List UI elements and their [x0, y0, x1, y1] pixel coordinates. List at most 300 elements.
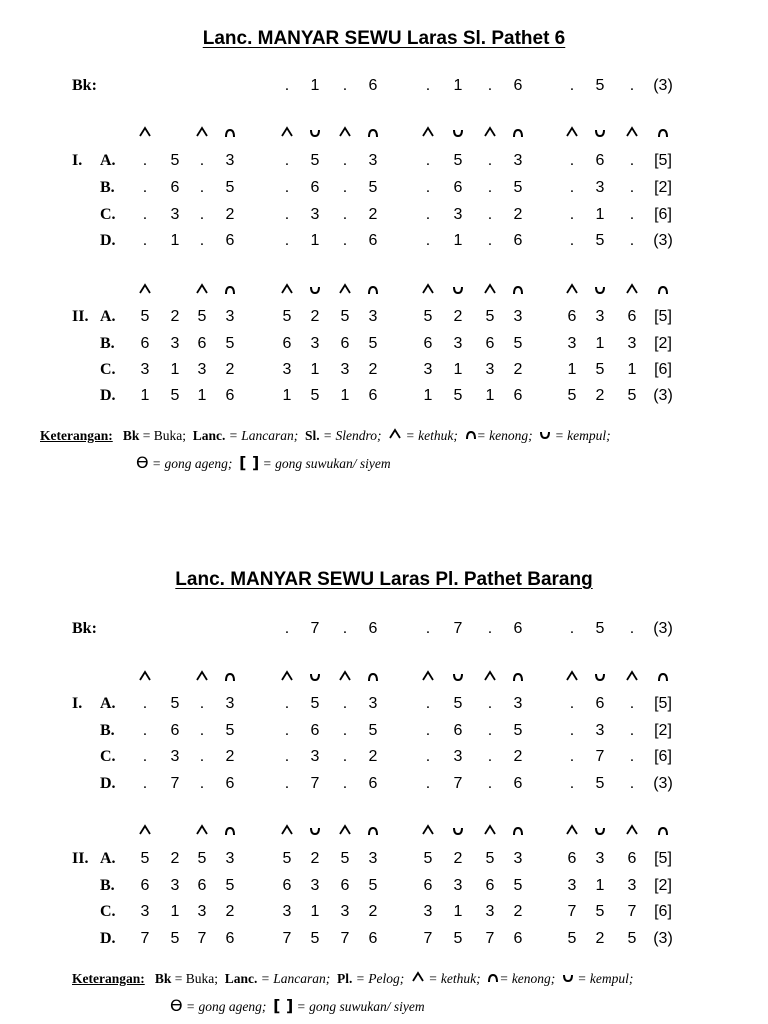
note: [5] [654, 152, 672, 169]
note: 5 [170, 387, 180, 404]
note: 7 [453, 775, 463, 792]
note: . [629, 152, 635, 169]
note: (3) [653, 930, 673, 947]
note: . [629, 179, 635, 196]
note: 6 [423, 877, 433, 894]
buka-note: . [629, 620, 635, 637]
note: . [487, 179, 493, 196]
note: 2 [310, 308, 320, 325]
note: . [425, 232, 431, 249]
note: . [487, 775, 493, 792]
note: [2] [654, 877, 672, 894]
buka-note: . [425, 77, 431, 94]
note: 3 [423, 903, 433, 920]
note: . [487, 748, 493, 765]
note: 5 [170, 152, 180, 169]
note: . [342, 232, 348, 249]
note: 3 [453, 206, 463, 223]
note: 6 [595, 152, 605, 169]
kethuk-icon [411, 971, 425, 986]
note: 5 [340, 850, 350, 867]
bracket-icon: [ ] [239, 453, 260, 472]
note: 1 [453, 232, 463, 249]
note: . [342, 206, 348, 223]
note: 5 [282, 308, 292, 325]
note: 7 [170, 775, 180, 792]
kethuk-icon [388, 428, 402, 443]
note: 3 [140, 903, 150, 920]
note: 2 [310, 850, 320, 867]
buka-note: . [342, 620, 348, 637]
kethuk-icon [418, 283, 438, 298]
note: 6 [197, 335, 207, 352]
legend-laras-def: = Pelog; [355, 971, 405, 986]
kenong-icon [508, 126, 528, 141]
note: 5 [197, 850, 207, 867]
note: 3 [513, 695, 523, 712]
kenong-icon [465, 428, 477, 443]
note: 3 [340, 903, 350, 920]
note: 2 [513, 748, 523, 765]
note: (3) [653, 387, 673, 404]
note: 1 [197, 387, 207, 404]
note: . [142, 206, 148, 223]
note: 3 [282, 903, 292, 920]
note: . [199, 152, 205, 169]
note: 5 [368, 179, 378, 196]
note: 6 [282, 877, 292, 894]
note: . [284, 179, 290, 196]
note: 5 [567, 387, 577, 404]
buka-note: 6 [368, 77, 378, 94]
note: 3 [485, 903, 495, 920]
note: [5] [654, 850, 672, 867]
note: 2 [170, 308, 180, 325]
note: . [569, 695, 575, 712]
kempul-icon [448, 126, 468, 141]
legend-kethuk: = kethuk; [405, 428, 458, 443]
note: 5 [485, 850, 495, 867]
note: [6] [654, 748, 672, 765]
note: . [569, 179, 575, 196]
kenong-icon [487, 971, 499, 986]
row-letter: D. [100, 775, 116, 792]
note: 5 [340, 308, 350, 325]
note: . [569, 775, 575, 792]
legend-suwukan: = gong suwukan/ siyem [262, 456, 391, 471]
kethuk-icon [277, 126, 297, 141]
row-letter: D. [100, 930, 116, 947]
kethuk-icon [135, 126, 155, 141]
note: . [629, 232, 635, 249]
note: . [569, 206, 575, 223]
note: 6 [453, 179, 463, 196]
note: 3 [225, 695, 235, 712]
note: 5 [453, 695, 463, 712]
note: 3 [595, 722, 605, 739]
kethuk-icon [192, 670, 212, 685]
note: . [487, 695, 493, 712]
note: . [629, 722, 635, 739]
note: 3 [423, 361, 433, 378]
note: 3 [368, 850, 378, 867]
note: . [342, 748, 348, 765]
bracket-icon: [ ] [273, 996, 294, 1015]
note: 3 [567, 335, 577, 352]
note: 1 [310, 232, 320, 249]
note: . [629, 775, 635, 792]
note: . [569, 722, 575, 739]
note: . [142, 695, 148, 712]
note: . [199, 232, 205, 249]
buka-note: 7 [453, 620, 463, 637]
note: . [569, 152, 575, 169]
note: 5 [513, 335, 523, 352]
note: . [142, 152, 148, 169]
section-title: Lanc. MANYAR SEWU Laras Sl. Pathet 6 [202, 28, 566, 49]
note: . [284, 748, 290, 765]
kenong-icon [220, 824, 240, 839]
kethuk-icon [192, 824, 212, 839]
kethuk-icon [562, 126, 582, 141]
note: 1 [170, 903, 180, 920]
note: 3 [368, 308, 378, 325]
note: 2 [368, 206, 378, 223]
kenong-icon [220, 126, 240, 141]
legend-bk: Bk [154, 971, 172, 986]
note: 3 [310, 335, 320, 352]
row-letter: B. [100, 179, 115, 196]
note: 2 [595, 387, 605, 404]
note: 6 [310, 722, 320, 739]
note: . [199, 722, 205, 739]
note: 3 [368, 695, 378, 712]
note: 2 [453, 850, 463, 867]
note: . [629, 748, 635, 765]
kempul-icon [539, 428, 551, 443]
note: 5 [225, 335, 235, 352]
kenong-icon [653, 670, 673, 685]
kenong-icon [363, 126, 383, 141]
note: 6 [567, 308, 577, 325]
kethuk-icon [480, 283, 500, 298]
legend-bk: Bk [122, 428, 140, 443]
note: 1 [595, 877, 605, 894]
note: 5 [310, 387, 320, 404]
note: 6 [282, 335, 292, 352]
note: . [284, 695, 290, 712]
row-letter: D. [100, 387, 116, 404]
row-letter: C. [100, 361, 116, 378]
note: 6 [310, 179, 320, 196]
note: . [487, 722, 493, 739]
kempul-icon [590, 670, 610, 685]
note: [6] [654, 361, 672, 378]
legend [72, 971, 633, 987]
note: 5 [567, 930, 577, 947]
note: 5 [627, 387, 637, 404]
kempul-icon [305, 283, 325, 298]
note: 3 [310, 877, 320, 894]
note: [5] [654, 308, 672, 325]
note: . [569, 232, 575, 249]
note: 1 [310, 361, 320, 378]
row-letter: B. [100, 722, 115, 739]
kenong-icon [363, 283, 383, 298]
note: 6 [368, 387, 378, 404]
kenong-icon [363, 670, 383, 685]
note: 5 [310, 930, 320, 947]
legend [40, 428, 611, 444]
note: [6] [654, 903, 672, 920]
note: 3 [140, 361, 150, 378]
kethuk-icon [622, 824, 642, 839]
note: . [199, 775, 205, 792]
kethuk-icon [335, 283, 355, 298]
note: 2 [368, 361, 378, 378]
note: 5 [595, 775, 605, 792]
legend-label: Keterangan: [72, 971, 145, 986]
note: 6 [485, 877, 495, 894]
legend-kempul: = kempul; [554, 428, 611, 443]
note: 1 [170, 361, 180, 378]
kempul-icon [305, 126, 325, 141]
note: 2 [513, 206, 523, 223]
legend-laras-def: = Slendro; [323, 428, 382, 443]
note: 5 [140, 308, 150, 325]
note: 1 [595, 335, 605, 352]
legend-lanc: Lanc. [192, 428, 226, 443]
note: 7 [627, 903, 637, 920]
note: 3 [567, 877, 577, 894]
note: 6 [170, 722, 180, 739]
note: 6 [197, 877, 207, 894]
buka-note: (3) [653, 620, 673, 637]
buka-note: 7 [310, 620, 320, 637]
note: 3 [170, 748, 180, 765]
note: 7 [282, 930, 292, 947]
note: [2] [654, 179, 672, 196]
note: . [487, 232, 493, 249]
section-title: Lanc. MANYAR SEWU Laras Pl. Pathet Barang [175, 569, 593, 590]
note: 5 [595, 232, 605, 249]
note: . [142, 748, 148, 765]
note: 6 [225, 930, 235, 947]
kethuk-icon [622, 126, 642, 141]
kenong-icon [363, 824, 383, 839]
note: (3) [653, 775, 673, 792]
note: . [425, 179, 431, 196]
row-letter: A. [100, 850, 116, 867]
kempul-icon [305, 670, 325, 685]
note: 5 [423, 850, 433, 867]
note: 6 [340, 335, 350, 352]
buka-note: . [284, 620, 290, 637]
legend-kethuk: = kethuk; [428, 971, 481, 986]
note: 7 [485, 930, 495, 947]
legend-kenong: = kenong; [476, 428, 533, 443]
kethuk-icon [480, 126, 500, 141]
note: . [425, 722, 431, 739]
buka-note: 1 [310, 77, 320, 94]
note: 1 [340, 387, 350, 404]
note: 3 [453, 877, 463, 894]
gong-icon: ϴ [170, 996, 183, 1015]
note: 3 [340, 361, 350, 378]
note: . [342, 722, 348, 739]
buka-note: . [342, 77, 348, 94]
row-letter: A. [100, 308, 116, 325]
buka-note: . [284, 77, 290, 94]
note: 1 [453, 903, 463, 920]
legend-lanc-def: = Lancaran; [228, 428, 299, 443]
note: 5 [513, 179, 523, 196]
note: 2 [513, 361, 523, 378]
note: 5 [225, 877, 235, 894]
kethuk-icon [192, 126, 212, 141]
note: 5 [282, 850, 292, 867]
note: 5 [485, 308, 495, 325]
buka-note: . [487, 620, 493, 637]
buka-note: 1 [453, 77, 463, 94]
note: 3 [310, 748, 320, 765]
buka-label: Bk: [72, 77, 97, 94]
note: 5 [368, 335, 378, 352]
row-letter: A. [100, 695, 116, 712]
kempul-icon [590, 126, 610, 141]
note: 6 [368, 775, 378, 792]
row-letter: B. [100, 335, 115, 352]
legend-kenong: = kenong; [499, 971, 556, 986]
note: . [342, 695, 348, 712]
note: 3 [513, 850, 523, 867]
note: 5 [627, 930, 637, 947]
kethuk-icon [192, 283, 212, 298]
kethuk-icon [480, 670, 500, 685]
kenong-icon [508, 824, 528, 839]
kethuk-icon [277, 670, 297, 685]
note: 3 [513, 152, 523, 169]
note: 1 [595, 206, 605, 223]
note: 3 [225, 308, 235, 325]
note: 2 [513, 903, 523, 920]
note: 1 [423, 387, 433, 404]
note: 6 [368, 930, 378, 947]
legend-lanc-def: = Lancaran; [260, 971, 331, 986]
row-letter: C. [100, 206, 116, 223]
note: 5 [453, 387, 463, 404]
note: . [487, 152, 493, 169]
note: . [199, 179, 205, 196]
note: 5 [595, 361, 605, 378]
note: . [284, 232, 290, 249]
note: 3 [368, 152, 378, 169]
section-roman: I. [72, 152, 83, 169]
note: 7 [423, 930, 433, 947]
kethuk-icon [418, 126, 438, 141]
note: . [142, 232, 148, 249]
kempul-icon [590, 824, 610, 839]
note: 5 [310, 695, 320, 712]
note: . [284, 206, 290, 223]
note: 3 [595, 850, 605, 867]
note: . [629, 695, 635, 712]
buka-note: 5 [595, 620, 605, 637]
kethuk-icon [135, 283, 155, 298]
kethuk-icon [562, 283, 582, 298]
kethuk-icon [480, 824, 500, 839]
kethuk-icon [335, 126, 355, 141]
kethuk-icon [135, 824, 155, 839]
note: 6 [513, 232, 523, 249]
kenong-icon [220, 283, 240, 298]
kempul-icon [562, 971, 574, 986]
note: 5 [197, 308, 207, 325]
buka-note: . [629, 77, 635, 94]
kethuk-icon [562, 670, 582, 685]
buka-note: (3) [653, 77, 673, 94]
note: 2 [225, 903, 235, 920]
row-letter: C. [100, 903, 116, 920]
legend-laras: Pl. [337, 971, 353, 986]
legend-suwukan: = gong suwukan/ siyem [296, 999, 425, 1014]
note: 3 [197, 361, 207, 378]
note: . [425, 775, 431, 792]
note: 3 [595, 308, 605, 325]
kenong-icon [653, 824, 673, 839]
note: 1 [310, 903, 320, 920]
note: . [342, 179, 348, 196]
kenong-icon [653, 283, 673, 298]
note: 5 [225, 179, 235, 196]
kethuk-icon [335, 670, 355, 685]
kenong-icon [653, 126, 673, 141]
row-letter: A. [100, 152, 116, 169]
kethuk-icon [418, 824, 438, 839]
note: . [142, 775, 148, 792]
note: 1 [453, 361, 463, 378]
note: 6 [513, 387, 523, 404]
buka-note: . [425, 620, 431, 637]
note: 1 [567, 361, 577, 378]
kempul-icon [590, 283, 610, 298]
note: 6 [170, 179, 180, 196]
note: 1 [485, 387, 495, 404]
gong-icon: ϴ [136, 453, 149, 472]
note: . [425, 152, 431, 169]
note: 6 [627, 850, 637, 867]
buka-note: 6 [368, 620, 378, 637]
note: 3 [170, 877, 180, 894]
note: 5 [225, 722, 235, 739]
note: 2 [368, 903, 378, 920]
note: 5 [368, 877, 378, 894]
kenong-icon [508, 670, 528, 685]
note: 7 [197, 930, 207, 947]
note: 6 [595, 695, 605, 712]
legend-line-2 [136, 453, 391, 472]
note: 2 [595, 930, 605, 947]
row-letter: C. [100, 748, 116, 765]
kempul-icon [448, 670, 468, 685]
note: 2 [453, 308, 463, 325]
note: 3 [595, 179, 605, 196]
note: . [284, 775, 290, 792]
legend-kempul: = kempul; [577, 971, 634, 986]
note: [5] [654, 695, 672, 712]
note: . [342, 775, 348, 792]
note: 5 [453, 930, 463, 947]
